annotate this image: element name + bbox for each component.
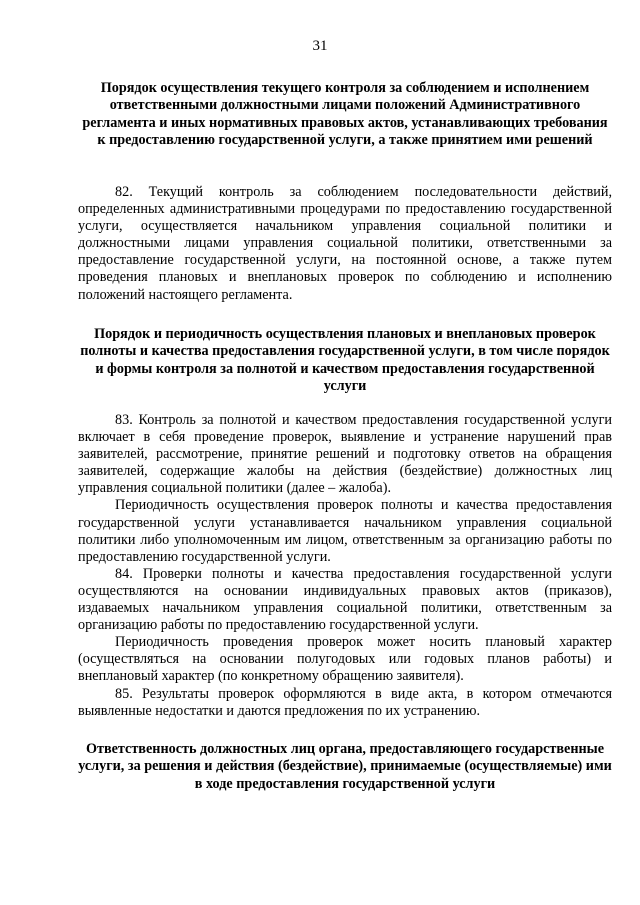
paragraph-83-periodicity: Периодичность осуществления проверок полноты и качества предоставления государственной услуги устанавливается начальником управления социальной политики либо уполномоченным им лицом, ответственным за организацию работы по предоставлению государственной услуги. [78, 497, 612, 565]
paragraph-82: 82. Текущий контроль за соблюдением последовательности действий, определенных административными процедурами по предоставлению государственной услуги, осуществляется начальником управления социальной политики и должностными лицами управления социальной политики, ответственными за предоставление государственной услуги, на постоянной основе, а также путем проведения плановых и внеплановых проверок по соблюдению и исполнению положений настоящего регламента. [78, 184, 612, 303]
paragraph-83: 83. Контроль за полнотой и качеством предоставления государственной услуги включает в себя проведение проверок, выявление и устранение нарушений прав заявителей, рассмотрение, принятие решений и подготовку ответов на обращения заявителей, содержащие жалобы на действия (бездействие) должностных лиц управления социальной политики (далее – жалоба). [78, 412, 612, 497]
page-number: 31 [312, 38, 328, 54]
section-heading-responsibility: Ответственность должностных лиц органа, предоставляющего государственные услуги, за решения и действия (бездействие), принимаемые (осуществляемые) ими в ходе предоставления государственной услуги [78, 741, 612, 792]
paragraph-85: 85. Результаты проверок оформляются в виде акта, в котором отмечаются выявленные недостатки и даются предложения по их устранению. [78, 685, 612, 719]
section-heading-current-control: Порядок осуществления текущего контроля за соблюдением и исполнением ответственными должностными лицами положений Административного регламента и иных нормативных правовых актов, устанавливающих требования к предоставлению государственной услуги, а также принятием ими решений [82, 80, 608, 149]
section-body-inspections [78, 412, 612, 720]
paragraph-84-periodicity: Периодичность проведения проверок может носить плановый характер (осуществляться на основании полугодовых или годовых планов работы) и внеплановый характер (по конкретному обращению заявителя). [78, 634, 612, 685]
paragraph-84: 84. Проверки полноты и качества предоставления государственной услуги осуществляются на основании индивидуальных правовых актов (приказов), издаваемых начальником управления социальной политики, ответственным за организацию работы по предоставлению государственной услуги. [78, 565, 612, 634]
section-body-current-control [78, 184, 612, 304]
section-heading-inspections: Порядок и периодичность осуществления плановых и внеплановых проверок полноты и качества предоставления государственной услуги, в том числе порядок и формы контроля за полнотой и качеством предоставления государственной услуги [80, 326, 610, 395]
